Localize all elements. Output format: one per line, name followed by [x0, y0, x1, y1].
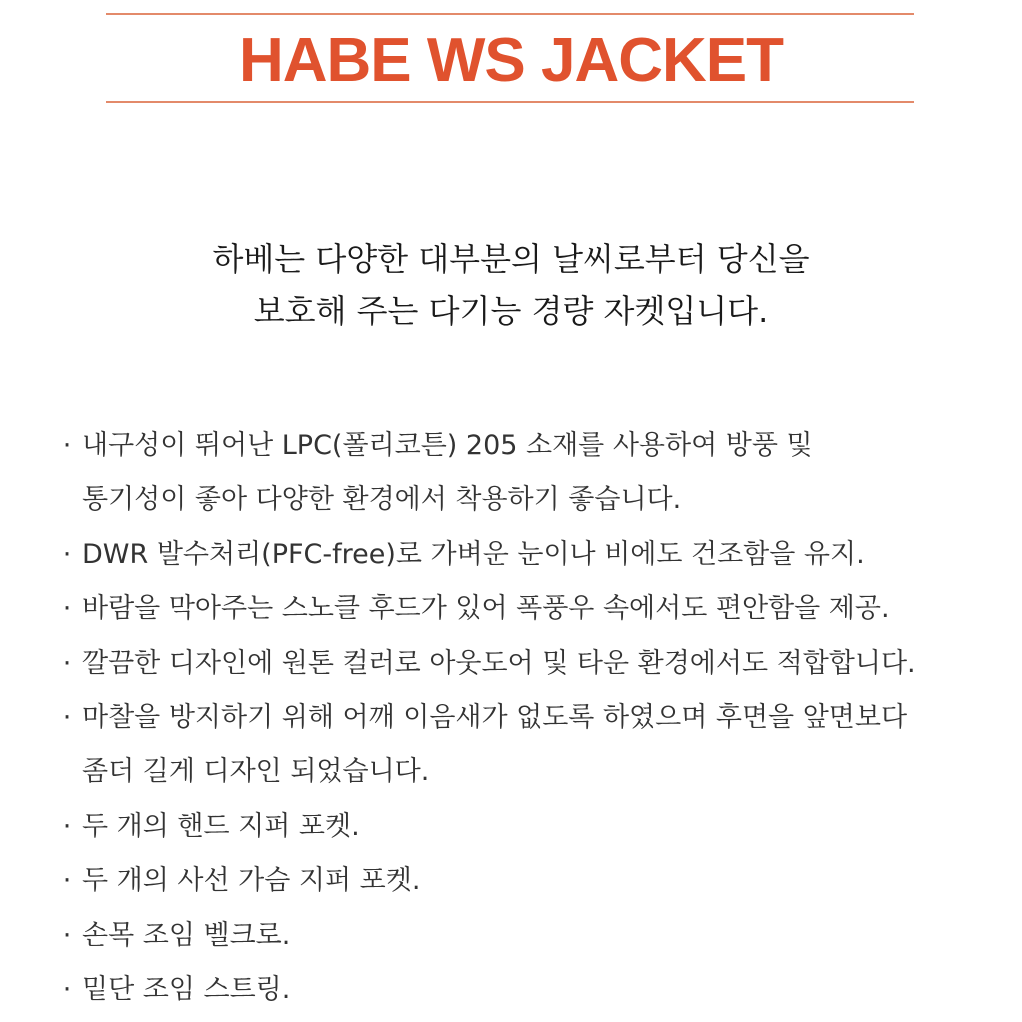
bullet-icon: ·	[62, 647, 72, 679]
feature-item	[56, 909, 976, 963]
bullet-icon: ·	[62, 810, 72, 842]
bullet-icon: ·	[62, 701, 72, 733]
feature-item	[56, 963, 976, 1017]
feature-text: 두 개의 사선 가슴 지퍼 포켓.	[82, 865, 421, 897]
title-bottom-rule	[106, 101, 914, 103]
feature-text: 밑단 조임 스트링.	[82, 973, 291, 1005]
feature-list	[56, 419, 976, 1017]
feature-text: 손목 조임 벨크로.	[82, 919, 291, 951]
feature-item-continuation	[56, 473, 976, 527]
bullet-icon: ·	[62, 593, 72, 625]
feature-text: 깔끔한 디자인에 원톤 컬러로 아웃도어 및 타운 환경에서도 적합합니다.	[82, 647, 916, 679]
feature-item	[56, 637, 976, 691]
intro-line: 하베는 다양한 대부분의 날씨로부터 당신을	[212, 240, 810, 278]
bullet-icon: ·	[62, 865, 72, 897]
intro-paragraph	[0, 233, 1022, 337]
feature-item	[56, 691, 976, 745]
feature-text: 바람을 막아주는 스노클 후드가 있어 폭풍우 속에서도 편안함을 제공.	[82, 593, 890, 625]
intro-line: 보호해 주는 다기능 경량 자켓입니다.	[253, 292, 769, 330]
bullet-icon: ·	[62, 430, 72, 461]
feature-text: 마찰을 방지하기 위해 어깨 이음새가 없도록 하였으며 후면을 앞면보다	[82, 701, 908, 733]
feature-item	[56, 582, 976, 636]
feature-item	[56, 854, 976, 908]
bullet-icon: ·	[62, 973, 72, 1005]
bullet-icon: ·	[62, 538, 72, 570]
feature-text: 내구성이 뛰어난 LPC(폴리코튼) 205 소재를 사용하여 방풍 및	[82, 430, 813, 461]
feature-text: 좀더 길게 디자인 되었습니다.	[82, 756, 430, 788]
feature-item-continuation	[56, 745, 976, 799]
feature-text: 통기성이 좋아 다양한 환경에서 착용하기 좋습니다.	[82, 484, 682, 516]
feature-item	[56, 800, 976, 854]
title-top-rule	[106, 13, 914, 15]
bullet-icon: ·	[62, 919, 72, 951]
feature-item	[56, 419, 976, 473]
feature-text: 두 개의 핸드 지퍼 포켓.	[82, 810, 360, 842]
feature-item	[56, 528, 976, 582]
page-title: HABE WS JACKET	[238, 26, 784, 95]
feature-text: DWR 발수처리(PFC-free)로 가벼운 눈이나 비에도 건조함을 유지.	[82, 538, 865, 570]
